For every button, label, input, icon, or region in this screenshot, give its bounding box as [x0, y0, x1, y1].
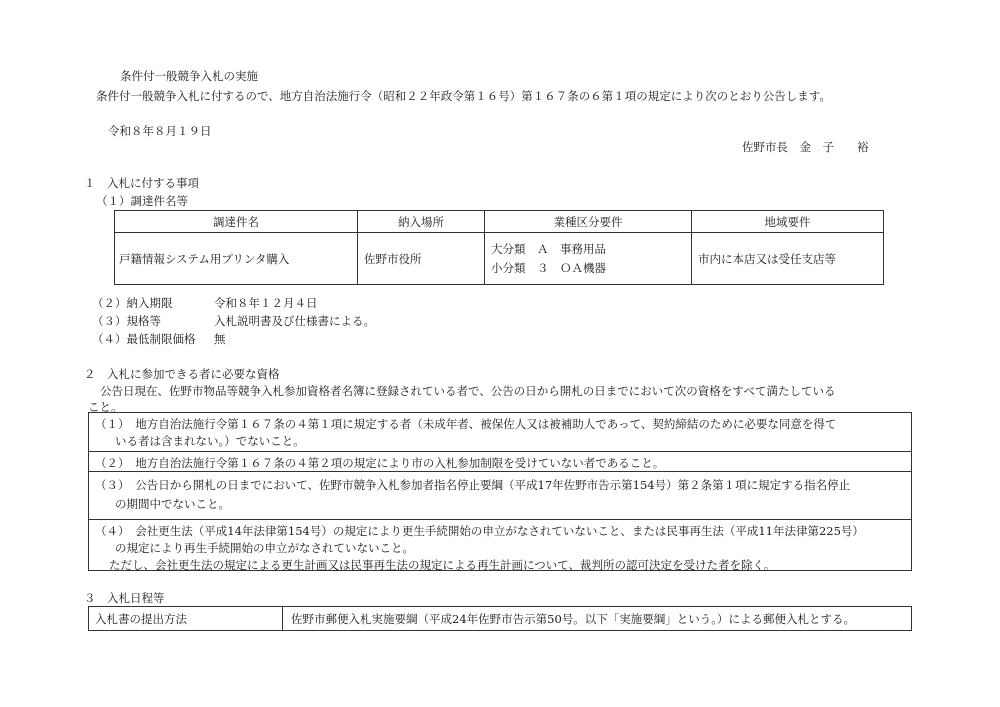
item2-value: 令和８年１２月４日	[214, 296, 318, 310]
condition-3	[89, 472, 911, 520]
col-header-region: 地域要件	[692, 211, 884, 233]
col-header-place: 納入場所	[358, 211, 485, 233]
notice-title: 条件付一般競争入札の実施	[120, 69, 258, 83]
condition-2-line1: （２） 地方自治法施行令第１６７条の４第２項の規定により市の入札参加制限を受けていない者であること。	[95, 456, 665, 470]
section3-heading: ３ 入札日程等	[84, 591, 165, 605]
cell-category	[485, 233, 692, 285]
col-header-item-name: 調達件名	[115, 211, 358, 233]
category-major: 大分類 Ａ 事務用品	[491, 241, 606, 256]
condition-1-line1: （１） 地方自治法施行令第１６７条の４第１項に規定する者（未成年者、被保佐人又は被補助人であって、契約締結のために必要な同意を得て	[95, 417, 837, 431]
cell-item-name: 戸籍情報システム用プリンタ購入	[115, 233, 358, 285]
schedule-row-value: 佐野市郵便入札実施要綱（平成24年佐野市告示第50号。以下「実施要綱」という。）による郵便入札とする。	[283, 607, 912, 631]
schedule-row-label: 入札書の提出方法	[89, 607, 283, 631]
category-minor: 小分類 ３ ＯＡ機器	[491, 260, 606, 275]
notice-intro: 条件付一般競争入札に付するので、地方自治法施行令（昭和２２年政令第１６号）第１６７条の６第１項の規定により次のとおり公告します。	[96, 89, 831, 103]
section2-intro-line1: 公告日現在、佐野市物品等競争入札参加資格者名簿に登録されている者で、公告の日から開札の日までにおいて次の資格をすべて満たしている	[100, 384, 836, 398]
section2-heading: ２ 入札に参加できる者に必要な資格	[84, 367, 280, 381]
section1-heading: １ 入札に付する事項	[84, 176, 199, 190]
condition-4	[89, 520, 911, 570]
schedule-table	[88, 606, 912, 631]
notice-issuer: 佐野市長 金 子 裕	[742, 140, 869, 154]
section2-intro-line2: こと。	[88, 400, 123, 414]
notice-date: 令和８年８月１９日	[108, 124, 212, 138]
cell-place: 佐野市役所	[358, 233, 485, 285]
condition-4-line3: ただし、会社更生法の規定による更生計画又は民事再生法の規定による再生計画について、裁判所の認可決定を受けた者を除く。	[109, 558, 776, 572]
item4-label: （４）最低制限価格	[92, 332, 196, 346]
item3-label: （３）規格等	[92, 314, 161, 328]
col-header-category: 業種区分要件	[485, 211, 692, 233]
procurement-table	[114, 210, 884, 285]
condition-2	[89, 452, 911, 472]
condition-4-line1: （４） 会社更生法（平成14年法律第154号）の規定により更生手続開始の申立がなされていないこと、または民事再生法（平成11年法律第225号）	[95, 524, 864, 538]
condition-1	[89, 413, 911, 452]
condition-1-line2: いる者は含まれない。）でないこと。	[115, 434, 305, 448]
item3-value: 入札説明書及び仕様書による。	[214, 314, 375, 328]
cell-region: 市内に本店又は受任支店等	[692, 233, 884, 285]
item2-label: （２）納入期限	[92, 296, 173, 310]
conditions-box	[88, 412, 912, 571]
section1-sub1: （１）調達件名等	[96, 194, 188, 208]
condition-3-line1: （３） 公告日から開札の日までにおいて、佐野市競争入札参加者指名停止要綱（平成17年佐野市告示第154号）第２条第１項に規定する指名停止	[95, 478, 851, 492]
condition-3-line2: の期間中でないこと。	[115, 497, 230, 511]
condition-4-line2: の規定により再生手続開始の申立がなされていないこと。	[115, 541, 414, 555]
item4-value: 無	[214, 332, 226, 346]
